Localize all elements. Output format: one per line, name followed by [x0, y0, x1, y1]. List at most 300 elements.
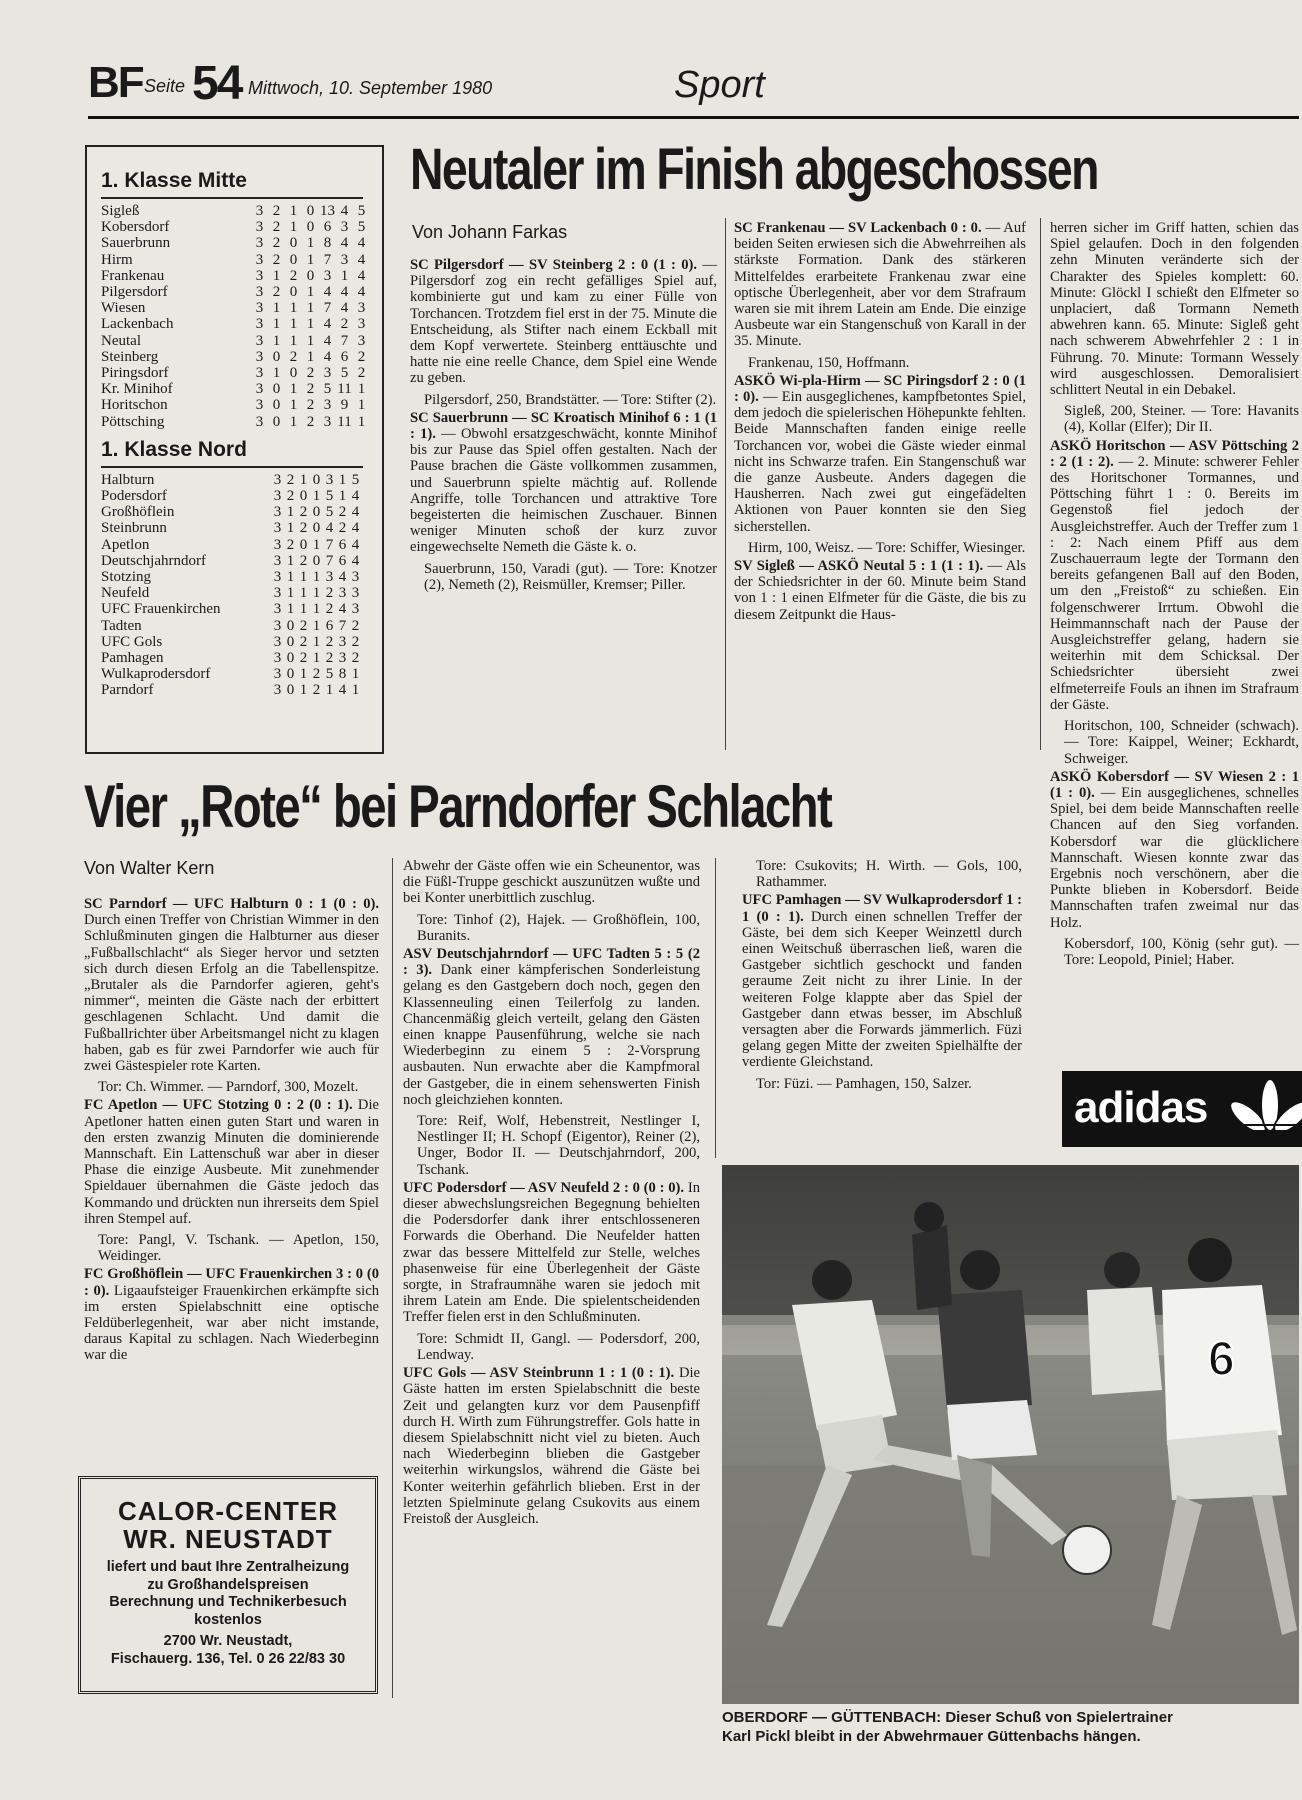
stat-gf: 7: [325, 552, 334, 569]
match-report-text: Ligaaufsteiger Frauenkirchen erkämpfte sich im ersten Spielabschnitt eine optische Feldüberlegenheit, war aber nicht imstande, daraus Kapital zu schlagen. Nach Wiederbeginn war die: [84, 1282, 379, 1364]
team-name: Kr. Minihof: [101, 381, 173, 398]
article-2-column-1: [84, 896, 379, 1464]
stat-d: 0: [299, 536, 308, 553]
stat-p: 3: [255, 251, 264, 268]
caption-line-1: OBERDORF — GÜTTENBACH: Dieser Schuß von Spielertrainer: [722, 1709, 1173, 1726]
ad-address: 2700 Wr. Neustadt,: [163, 1633, 293, 1649]
stat-pts: 5: [357, 203, 366, 219]
stat-ga: 3: [340, 251, 349, 268]
match-report-text: — Pilgersdorf zog ein recht gefälliges Spiel auf, kombinierte gut und kam zu einer Fülle von Torchancen. Trotzdem fiel erst in der 75. Minute die Entscheidung, als Stifter nach einem Eckball mit dem Kopf verwertete. Steinberg enttäuschte und hatte nie eine reelle Chance, dem Spiel eine Wende zu geben.: [410, 257, 717, 387]
stat-pts: 4: [351, 504, 360, 521]
stat-gf: 3: [325, 569, 334, 586]
team-name: Pilgersdorf: [101, 284, 168, 301]
table-row: [101, 472, 362, 488]
table-row: [101, 537, 362, 553]
match-report: [410, 410, 717, 556]
stat-ga: 1: [338, 488, 347, 505]
stat-w: 0: [286, 650, 295, 667]
stat-gf: 5: [325, 488, 334, 505]
match-report: [734, 558, 1026, 623]
stat-w: 2: [286, 536, 295, 553]
stat-w: 0: [272, 397, 281, 414]
stat-pts: 3: [351, 601, 360, 618]
stat-pts: 5: [357, 219, 366, 236]
stat-w: 1: [286, 504, 295, 521]
stat-ga: 4: [340, 235, 349, 252]
match-result-heading: SC Pilgersdorf — SV Steinberg 2 : 0 (1 : 0).: [410, 257, 698, 273]
match-result-heading: ASKÖ Wi-pla-Hirm — SC Piringsdorf 2 : 0 (1 : 0).: [734, 372, 1026, 406]
match-info: Frankenau, 150, Hoffmann.: [748, 354, 910, 371]
match-result-heading: ASKÖ Kobersdorf — SV Wiesen 2 : 1 (1 : 0).: [1050, 768, 1299, 801]
stat-pts: 5: [351, 471, 360, 488]
stat-ga: 6: [338, 536, 347, 553]
table-row: [101, 634, 362, 650]
standings-box: [85, 145, 384, 754]
stat-d: 2: [289, 348, 298, 365]
stat-d: 2: [299, 617, 308, 634]
stat-gf: 3: [323, 267, 332, 284]
match-report-text: — 2. Minute: schwerer Fehler des Horitschoner Tormannes, und Pöttsching führt 1 : 0. Bereits im Gegenstoß fiel jedoch der Ausgleichstreffer. Auch der Treffer zum 1 : 2: Nach einem Pfiff aus dem Zuschauerraum legte der Tormann den bereits gefangenen Ball auf den Boden, um den „Freistoß“ zu schießen. Ein folgenschwerer Irrtum. Obwohl die Heimmannschaft nach der Pause der Ausgleichstreffer gelang, hadern sie weiterhin mit dem Schicksal. Der Schiedsrichter übersieht zwei elfmeterreife Fouls an ihnen im Strafraum der Gäste.: [1050, 453, 1299, 713]
match-report-text: herren sicher im Griff hatten, schien das Spiel gelaufen. Doch in den folgenden zehn Minuten veränderte sich der Charakter des Spieles komplett: 60. Minute: Glöckl I schießt den Elfmeter so unplaciert, daß Tormann Nemeth abwehren kann. 65. Minute: Sigleß geht nach schwerem Abwehrfehler 2 : 1 in Führung. 70. Minute: Tormann Wessely wird ausgeschlossen. Demoralisiert schlittert Neutal in ein Debakel.: [1050, 220, 1299, 399]
match-result-heading: FC Apetlon — UFC Stotzing 0 : 2 (0 : 1).: [84, 1097, 353, 1114]
stat-ga: 8: [338, 666, 347, 683]
match-info: Sigleß, 200, Steiner. — Tore: Havanits (4), Kollar (Elfer); Dir II.: [1064, 403, 1299, 436]
stat-p: 3: [273, 650, 282, 667]
column-rule: [1040, 218, 1041, 750]
stat-gf: 5: [323, 381, 332, 398]
stat-pts: 1: [351, 666, 360, 683]
stat-ga: 6: [338, 552, 347, 569]
table-row: [101, 601, 362, 617]
match-info: Horitschon, 100, Schneider (schwach). — Tore: Kaippel, Weiner; Eckhardt, Schweiger.: [1064, 718, 1299, 767]
team-name: Stotzing: [101, 569, 152, 586]
stat-w: 0: [286, 666, 295, 683]
stat-gf: 4: [323, 332, 332, 349]
stat-gf: 6: [323, 219, 332, 236]
table-row: [101, 268, 370, 284]
match-report: [84, 1097, 379, 1227]
stat-p: 3: [255, 365, 264, 382]
stat-d: 2: [299, 552, 308, 569]
stat-ga: 5: [340, 365, 349, 382]
match-info: Hirm, 100, Weisz. — Tore: Schiffer, Wiesinger.: [748, 539, 1026, 556]
stat-gf: 4: [323, 284, 332, 301]
column-rule: [715, 858, 716, 1158]
table-row: [101, 504, 362, 520]
match-info: Tore: Tinhof (2), Hajek. — Großhöflein, 100, Buranits.: [417, 911, 700, 944]
team-name: Deutschjahrndorf: [101, 552, 206, 569]
stat-l: 1: [306, 332, 315, 349]
stat-l: 1: [306, 284, 315, 301]
stat-pts: 4: [357, 251, 366, 268]
stat-gf: 7: [323, 251, 332, 268]
stat-p: 3: [255, 267, 264, 284]
stat-w: 1: [286, 552, 295, 569]
match-report: [403, 858, 700, 907]
stat-w: 1: [272, 332, 281, 349]
team-name: Pamhagen: [101, 650, 164, 667]
stat-pts: 2: [351, 617, 360, 634]
stat-d: 0: [299, 488, 308, 505]
stat-d: 2: [299, 633, 308, 650]
table-row: [101, 235, 370, 251]
stat-w: 0: [286, 682, 295, 699]
match-report-text: — Auf beiden Seiten erwiesen sich die Abwehrreihen als stärkste Formation. Dank des stärkeren Mittelfeldes erarbeitete Frankenau zwar eine optische Überlegenheit, aber vor dem Strafraum waren sie mit ihrem Latein am Ende. Die einzige Ausbeute war ein Stangenschuß von Karall in der 35. Minute.: [734, 220, 1027, 350]
stat-gf: 4: [323, 348, 332, 365]
stat-p: 3: [255, 219, 264, 236]
team-name: Horitschon: [101, 397, 168, 414]
stat-l: 2: [312, 666, 321, 683]
stat-gf: 3: [323, 397, 332, 414]
stat-l: 1: [312, 585, 321, 602]
stat-l: 1: [306, 300, 315, 317]
stat-l: 1: [312, 617, 321, 634]
team-name: Kobersdorf: [101, 219, 170, 236]
stat-d: 0: [289, 284, 298, 301]
stat-gf: 5: [325, 504, 334, 521]
stat-ga: 4: [340, 300, 349, 317]
stat-ga: 4: [338, 601, 347, 618]
stat-ga: 4: [338, 682, 347, 699]
stat-pts: 3: [357, 316, 366, 333]
table-row: [101, 381, 370, 397]
team-name: UFC Frauenkirchen: [101, 601, 221, 618]
stat-l: 1: [306, 316, 315, 333]
issue-date: Mittwoch, 10. September 1980: [248, 78, 493, 98]
article-2-column-2: [403, 858, 700, 1698]
stat-d: 1: [299, 585, 308, 602]
stat-d: 1: [299, 682, 308, 699]
ad-text: liefert und baut Ihre Zentralheizung: [106, 1559, 350, 1575]
match-report: [734, 220, 1026, 350]
stat-d: 2: [299, 650, 308, 667]
table-row: [101, 414, 370, 430]
table-row: [101, 333, 370, 349]
stat-p: 3: [273, 536, 282, 553]
stat-d: 1: [289, 397, 298, 414]
stat-ga: 4: [340, 284, 349, 301]
match-result-heading: ASKÖ Horitschon — ASV Pöttsching 2 : 2 (1 : 2).: [1050, 437, 1299, 470]
calor-center-advertisement: [78, 1476, 378, 1694]
ad-text: zu Großhandelspreisen: [147, 1576, 309, 1593]
stat-ga: 6: [340, 348, 349, 365]
article-1-column-3-top: [1050, 220, 1299, 968]
team-name: Halbturn: [101, 471, 155, 488]
stat-w: 1: [272, 316, 281, 333]
stat-d: 1: [299, 569, 308, 586]
stat-w: 1: [272, 365, 281, 382]
table-title-mitte: 1. Klasse Mitte: [101, 169, 363, 199]
stat-w: 2: [272, 284, 281, 301]
table-row: [101, 520, 362, 536]
stat-ga: 1: [340, 267, 349, 284]
team-name: Podersdorf: [101, 488, 167, 505]
section-title: Sport: [674, 64, 765, 106]
stat-ga: 2: [338, 504, 347, 521]
stat-l: 1: [306, 348, 315, 365]
stat-l: 2: [312, 682, 321, 699]
match-report: [410, 257, 717, 387]
stat-l: 0: [306, 267, 315, 284]
match-report: [403, 1365, 700, 1527]
article-1-column-2: [734, 220, 1026, 751]
match-result-heading: SC Parndorf — UFC Halbturn 0 : 1 (0 : 0).: [84, 896, 379, 912]
stat-d: 2: [299, 520, 308, 537]
table-row: [101, 585, 362, 601]
stat-ga: 3: [340, 219, 349, 236]
match-result-heading: SC Sauerbrunn — SC Kroatisch Minihof 6 : 1 (1 : 1).: [410, 409, 717, 443]
match-info: Sauerbrunn, 150, Varadi (gut). — Tore: Knotzer (2), Nemeth (2), Reismüller, Kremser; Piller.: [424, 560, 717, 593]
match-report-text: — Ein ausgeglichenes, schnelles Spiel, bei dem beide Mannschaften reelle Chancen auf den Sieg vorfanden. Kobersdorf war die glücklichere Mannschaft. Wiesen konnte zwar das Ergebnis noch verschönern, aber die Punkte blieben in Kobersdorf. Beide Mannschaften trafen zweimal nur das Holz.: [1050, 784, 1299, 931]
match-report: [742, 892, 1022, 1070]
match-info: Tor: Ch. Wimmer. — Parndorf, 300, Mozelt.: [98, 1079, 359, 1096]
team-name: Wulkaprodersdorf: [101, 666, 211, 683]
stat-p: 3: [273, 520, 282, 537]
match-result-heading: UFC Gols — ASV Steinbrunn 1 : 1 (0 : 1).: [403, 1365, 675, 1382]
stat-d: 1: [289, 381, 298, 398]
stat-d: 1: [289, 332, 298, 349]
stat-w: 0: [272, 381, 281, 398]
match-report: [403, 946, 700, 1108]
match-result-heading: SV Sigleß — ASKÖ Neutal 5 : 1 (1 : 1).: [734, 558, 984, 575]
caption-line-2: Karl Pickl bleibt in der Abwehrmauer Güttenbachs hängen.: [722, 1728, 1141, 1745]
match-info: Pilgersdorf, 250, Brandstätter. — Tore: Stifter (2).: [424, 391, 717, 408]
page-label: Seite: [144, 76, 186, 96]
stat-ga: 3: [338, 585, 347, 602]
headline-article-2: Vier „Rote“ bei Parndorfer Schlacht: [84, 773, 832, 840]
stat-gf: 3: [323, 413, 332, 430]
stat-pts: 4: [351, 552, 360, 569]
stat-l: 1: [306, 235, 315, 252]
stat-ga: 7: [340, 332, 349, 349]
stat-pts: 2: [351, 633, 360, 650]
standings-table-mitte: [101, 203, 370, 430]
table-row: [101, 349, 370, 365]
stat-l: 0: [306, 203, 315, 219]
stat-d: 1: [289, 413, 298, 430]
stat-w: 1: [272, 300, 281, 317]
stat-gf: 2: [325, 601, 334, 618]
match-report-text: Durch einen Treffer von Christian Wimmer in den Schlußminuten gingen die Halbturner aus dieser „Fußballschlacht“ als Sieger hervor und setzten sich durch diesen Erfolg an die Tabellenspitze. „Brutaler als die Parndorfer agieren, geht's nimmer“, meinten die Gäste nach der erbittert geschlagenen Schlacht. Und damit die Fußballrichter über Arbeitsmangel nicht zu klagen haben, gab es für zwei Parndorfer wie auch für zwei Gästespieler rote Karten.: [84, 912, 379, 1075]
stat-d: 1: [299, 666, 308, 683]
stat-p: 3: [255, 235, 264, 252]
standings-table-nord: [101, 472, 362, 699]
match-report-text: Abwehr der Gäste offen wie ein Scheunentor, was die Füßl-Truppe geschickt auszunützen wußte und bei Konter unerbittlich zuschlug.: [403, 858, 700, 907]
stat-p: 3: [273, 471, 282, 488]
stat-p: 3: [273, 633, 282, 650]
table-row: [101, 553, 362, 569]
stat-pts: 4: [351, 488, 360, 505]
stat-l: 1: [312, 650, 321, 667]
stat-p: 3: [255, 381, 264, 398]
stat-p: 3: [255, 397, 264, 414]
stat-l: 2: [306, 413, 315, 430]
table-row: [101, 488, 362, 504]
stat-ga: 4: [338, 569, 347, 586]
match-report-text: — Als der Schiedsrichter in der 60. Minute beim Stand von 1 : 1 einen Elfmeter für die Gäste, die bis zu diesem Zeitpunkt die Haus-: [734, 558, 1026, 623]
table-row: [101, 397, 370, 413]
stat-d: 0: [289, 251, 298, 268]
stat-d: 1: [299, 471, 308, 488]
team-name: UFC Gols: [101, 633, 163, 650]
match-result-heading: ASV Deutschjahrndorf — UFC Tadten 5 : 5 (2 : 3).: [403, 946, 700, 979]
match-result-heading: SC Frankenau — SV Lackenbach 0 : 0.: [734, 220, 982, 236]
page-number: 54: [192, 57, 242, 110]
match-photo-image: [722, 1165, 1299, 1704]
team-name: Steinberg: [101, 348, 159, 365]
stat-d: 2: [289, 267, 298, 284]
stat-ga: 11: [337, 413, 352, 430]
stat-pts: 3: [357, 300, 366, 317]
match-result-heading: UFC Podersdorf — ASV Neufeld 2 : 0 (0 : 0).: [403, 1179, 685, 1196]
match-report: [84, 1266, 379, 1363]
stat-w: 1: [286, 569, 295, 586]
stat-gf: 5: [325, 666, 334, 683]
stat-w: 2: [286, 488, 295, 505]
stat-w: 1: [286, 585, 295, 602]
stat-w: 2: [286, 471, 295, 488]
stat-gf: 7: [325, 536, 334, 553]
stat-w: 0: [272, 413, 281, 430]
column-rule: [725, 218, 726, 750]
match-result-heading: UFC Pamhagen — SV Wulkaprodersdorf 1 : 1 (0 : 1).: [742, 892, 1022, 925]
stat-w: 0: [286, 633, 295, 650]
team-name: Sigleß: [101, 203, 140, 219]
stat-p: 3: [273, 601, 282, 618]
stat-pts: 3: [357, 332, 366, 349]
stat-pts: 1: [357, 397, 366, 414]
table-title-nord: 1. Klasse Nord: [101, 438, 363, 468]
team-name: Piringsdorf: [101, 365, 169, 382]
stat-d: 0: [289, 235, 298, 252]
adidas-wordmark: adidas: [1074, 1083, 1208, 1132]
stat-d: 1: [299, 601, 308, 618]
stat-l: 0: [306, 219, 315, 236]
stat-w: 1: [286, 520, 295, 537]
stat-pts: 4: [357, 267, 366, 284]
stat-l: 1: [312, 536, 321, 553]
team-name: Neufeld: [101, 585, 150, 602]
table-row: [101, 365, 370, 381]
stat-gf: 6: [325, 617, 334, 634]
team-name: Neutal: [101, 332, 141, 349]
stat-pts: 4: [351, 520, 360, 537]
table-row: [101, 316, 370, 332]
match-info: Tor: Füzi. — Pamhagen, 150, Salzer.: [756, 1075, 972, 1092]
stat-l: 2: [306, 381, 315, 398]
headline-article-1: Neutaler im Finish abgeschossen: [410, 137, 1098, 202]
match-report: [1050, 769, 1299, 931]
stat-d: 1: [289, 203, 298, 219]
match-report-text: Die Apetloner hatten einen guten Start und waren in den ersten zwanzig Minuten die dominierende Mannschaft. Ein Lattenschuß war aber in dieser Phase die einzige Ausbeute. Mit zunehmender Spieldauer übernahmen die Gäste jedoch das Kommando und drückten nun ihrerseits dem Spiel ihren Stempel auf.: [84, 1097, 379, 1227]
team-name: Apetlon: [101, 536, 150, 553]
stat-w: 2: [272, 251, 281, 268]
stat-p: 3: [273, 666, 282, 683]
team-name: Steinbrunn: [101, 520, 167, 537]
stat-l: 1: [306, 251, 315, 268]
stat-pts: 1: [357, 381, 366, 398]
stat-pts: 1: [351, 682, 360, 699]
team-name: Parndorf: [101, 682, 154, 699]
stat-w: 0: [286, 617, 295, 634]
stat-ga: 11: [337, 381, 352, 398]
match-report: [84, 896, 379, 1074]
masthead-logo: BF: [88, 58, 143, 107]
ad-text: Berechnung und Technikerbesuch: [109, 1594, 347, 1610]
stat-p: 3: [255, 332, 264, 349]
stat-l: 2: [306, 397, 315, 414]
stat-l: 1: [312, 569, 321, 586]
stat-gf: 13: [320, 203, 335, 219]
table-row: [101, 219, 370, 235]
stat-pts: 2: [351, 650, 360, 667]
team-name: Tadten: [101, 617, 142, 634]
stat-p: 3: [273, 585, 282, 602]
stat-pts: 4: [357, 284, 366, 301]
team-name: Frankenau: [101, 267, 165, 284]
match-report-text: Durch einen schnellen Treffer der Gäste, bei dem sich Keeper Weinzettl durch einen Weitschuß überraschen ließ, waren die Gastgeber sichtlich geschockt und fanden geraume Zeit nicht zu ihrer Linie. In der weiteren Folge klappte aber das Spiel der Gastgeber dann etwas besser, im Abschluß versagten aber die Forwards jämmerlich. Füzi gelang gegen Mitte der zweiten Spielhälfte der verdiente Gleichstand.: [742, 908, 1022, 1071]
stat-l: 0: [312, 520, 321, 537]
table-row: [101, 650, 362, 666]
photo-caption: [722, 1708, 1299, 1746]
stat-p: 3: [273, 488, 282, 505]
stat-w: 0: [272, 348, 281, 365]
stat-ga: 3: [338, 650, 347, 667]
stat-d: 1: [289, 300, 298, 317]
page-header: [88, 58, 1299, 119]
stat-ga: 9: [340, 397, 349, 414]
stat-pts: 4: [351, 536, 360, 553]
stat-pts: 2: [357, 365, 366, 382]
stat-l: 1: [312, 488, 321, 505]
adidas-advertisement: [1062, 1071, 1302, 1147]
jersey-number: 6: [1208, 1333, 1235, 1386]
stat-ga: 3: [338, 633, 347, 650]
stat-gf: 3: [325, 471, 334, 488]
stat-l: 0: [312, 552, 321, 569]
match-report-text: Die Gäste hatten im ersten Spielabschnitt die beste Zeit und gelangten kurz vor dem Pausenpfiff durch H. Wirth zum Führungstreffer. Gols hatte in diesem Spielabschnitt nicht viel zu bieten. Auch nach Wiederbeginn blieben die Gastgeber weiterhin wirkungslos, während die Gäste bei Konter weiterhin gefährlich blieben. Erst in der letzten Spielminute gelang Csukovits aus einem Freistoß der Ausgleich.: [403, 1365, 701, 1527]
match-report-text: Dank einer kämpferischen Sonderleistung gelang es den Gastgebern doch noch, gegen den Klassenneuling einen Teilerfolg zu landen. Chancenmäßig gleich verteilt, gelang den Gästen einen knappe Pausenführung, welche sie nach Wiederbeginn zu einem 5 : 2-Vorsprung ausbauten. Nun erwachte aber die Kampfmoral der Gastgeber, die in einem sehenswerten Finish noch gleichziehen konnten.: [403, 962, 700, 1108]
stat-l: 0: [312, 471, 321, 488]
stat-l: 1: [312, 633, 321, 650]
table-row: [101, 284, 370, 300]
ad-contact: Fischauerg. 136, Tel. 0 26 22/83 30: [110, 1650, 346, 1667]
stat-gf: 8: [323, 235, 332, 252]
match-info: Tore: Reif, Wolf, Hebenstreit, Nestlinger I, Nestlinger II; H. Schopf (Eigentor), Reiner (2), Unger, Bodor II. — Deutschjahrndorf, 200, Tschank.: [417, 1113, 700, 1178]
table-row: [101, 569, 362, 585]
stat-gf: 4: [325, 520, 334, 537]
column-rule: [392, 858, 393, 1698]
match-report-text: — Obwohl ersatzgeschwächt, konnte Minihof bis zur Pause das Spiel offen gestalten. Nach der Pause brachen die Gäste vollkommen zusammen, und Sauerbrunn spielte mächtig auf. Rollende Angriffe, tolle Torchancen und attraktive Tore begeisterten die heimischen Zuschauer. Binnen weniger Minuten schoß der kurz zuvor eingewechselte Nemeth die Gäste k. o.: [410, 426, 717, 556]
match-report-text: — Ein ausgeglichenes, kampfbetontes Spiel, dem jedoch die spielerischen Höhepunkte fehlten. Beide Mannschaften fanden einige reelle Torchancen vor, wobei die Gäste wieder einmal nicht ins Schwarze trafen. Ein Stangenschuß war die ganze Ausbeute. Anders dagegen die Hausherren. Nach zwei gut eingefädelten Aktionen von Pauer konnten sie den Sieg sicherstellen.: [734, 389, 1026, 535]
match-info: Kobersdorf, 100, König (sehr gut). — Tore: Leopold, Piniel; Haber.: [1064, 935, 1299, 968]
team-name: Pöttsching: [101, 413, 165, 430]
match-photo: [722, 1165, 1299, 1704]
match-result-heading: FC Großhöflein — UFC Frauenkirchen 3 : 0 (0 : 0).: [84, 1266, 379, 1299]
stat-p: 3: [273, 682, 282, 699]
stat-gf: 4: [323, 316, 332, 333]
team-name: Hirm: [101, 251, 133, 268]
stat-l: 0: [312, 504, 321, 521]
stat-gf: 3: [323, 365, 332, 382]
stat-ga: 1: [338, 471, 347, 488]
stat-p: 3: [255, 413, 264, 430]
stat-pts: 3: [351, 585, 360, 602]
table-row: [101, 682, 362, 698]
stat-p: 3: [273, 569, 282, 586]
stat-w: 2: [272, 235, 281, 252]
team-name: Wiesen: [101, 300, 146, 317]
